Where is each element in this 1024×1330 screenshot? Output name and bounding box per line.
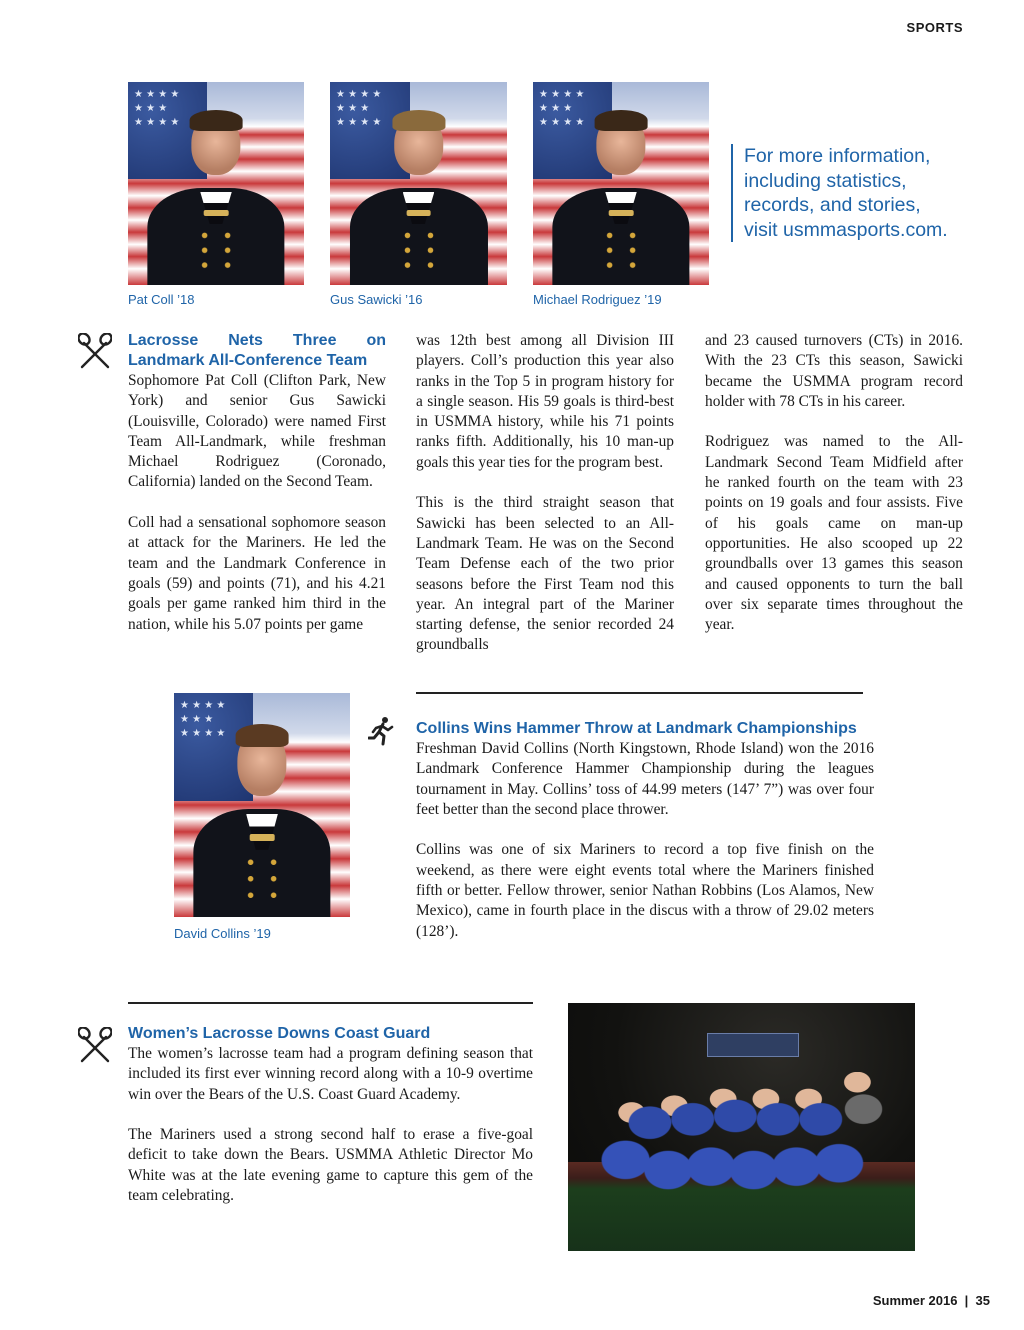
- portrait-david-collins: [174, 693, 350, 917]
- paragraph: and 23 caused turnovers (CTs) in 2016. With the 23 CTs this season, Sawicki became the USMMA program record holder with 78 CTs in his career.: [705, 332, 963, 410]
- uniform-buttons: [598, 228, 644, 273]
- caption-david-collins: David Collins ’19: [174, 926, 271, 941]
- hair: [236, 724, 289, 746]
- more-info-callout: For more information, including statistics, records, and stories, visit usmmasports.com.: [731, 144, 954, 242]
- uniform-buttons: [193, 228, 239, 273]
- divider-rule: [128, 1002, 533, 1004]
- hair: [392, 110, 445, 130]
- paragraph: The women’s lacrosse team had a program defining season that included its first ever winning record along with a 10-9 overtime win over the Bears of the U.S. Coast Guard Academy.: [128, 1045, 533, 1103]
- team-players: [589, 1072, 894, 1241]
- paragraph: This is the third straight season that Sawicki has been selected to an All-Landmark Team. He was on the Second Team Defense each of the two prior seasons before the First Team nod this year. An integral part of the Mariner starting defense, the senior recorded 24 groundballs: [416, 494, 674, 654]
- headline-hammer-throw: Collins Wins Hammer Throw at Landmark Championships: [416, 720, 857, 737]
- caption-pat-coll: Pat Coll ’18: [128, 292, 195, 307]
- portrait-gus-sawicki: [330, 82, 507, 285]
- caption-gus-sawicki: Gus Sawicki ’16: [330, 292, 423, 307]
- lacrosse-sticks-icon: [78, 333, 112, 369]
- section-label: SPORTS: [906, 20, 963, 35]
- insignia-pin: [609, 210, 634, 216]
- uniform-buttons: [239, 854, 285, 903]
- article-lacrosse-col3: [705, 331, 963, 656]
- insignia-pin: [406, 210, 431, 216]
- runner-icon: [368, 716, 394, 746]
- scoreboard: [707, 1033, 799, 1057]
- insignia-pin: [250, 834, 275, 841]
- headline-womens-lacrosse: Women’s Lacrosse Downs Coast Guard: [128, 1025, 431, 1042]
- hair: [595, 110, 648, 130]
- portrait-michael-rodriguez: [533, 82, 709, 285]
- paragraph: Freshman David Collins (North Kingstown, Rhode Island) won the 2016 Landmark Conference Hammer Championship during the leagues tournament in May. Collins’ toss of 44.99 meters (147’ 7”) was over four feet better than the second place thrower.: [416, 740, 874, 818]
- paragraph: was 12th best among all Division III players. Coll’s production this year also ranks in the Top 5 in program history for a single season. His 59 goals is third-best in USMMA history, while his 71 points ranks fifth. Additionally, his 10 man-up goals this year ties for the program best.: [416, 332, 674, 471]
- article-lacrosse-col1: [128, 331, 386, 655]
- lacrosse-sticks-icon: [78, 1027, 112, 1063]
- uniform-buttons: [395, 228, 441, 273]
- paragraph: Coll had a sensational sophomore season at attack for the Mariners. He led the team and the Landmark Conference in goals (59) and points (71), and his 4.21 goals per game ranked him third in the nation, while his 5.07 points per game: [128, 514, 386, 633]
- insignia-pin: [204, 210, 229, 216]
- paragraph: The Mariners used a strong second half to erase a five-goal deficit to take down the Bears. USMMA Athletic Director Mo White was at the late evening game to capture this gem of the team celebrating.: [128, 1126, 533, 1205]
- caption-michael-rodriguez: Michael Rodriguez ’19: [533, 292, 662, 307]
- page-footer: Summer 2016 | 35: [872, 1293, 990, 1308]
- article-lacrosse-col2: [416, 331, 674, 676]
- paragraph: Collins was one of six Mariners to record a top five finish on the weekend, as there were eight events total where the Mariners finished fifth or better. Fellow thrower, senior Nathan Robbins (Los Alamos, New Mexico), came in fourth place in the discus with a throw of 29.02 meters (128’).: [416, 841, 874, 940]
- paragraph: Sophomore Pat Coll (Clifton Park, New York) and senior Gus Sawicki (Louisville, Colorado) were named First Team All-Landmark, while freshman Michael Rodriguez (Coronado, California) landed on the Second Team.: [128, 372, 386, 491]
- paragraph: Rodriguez was named to the All-Landmark Second Team Midfield after he ranked fourth on the team with 23 points on 19 goals and four assists. Five of his goals came on man-up opportunities. He also scooped up 22 groundballs over 13 games this season and caused opponents to turn the ball over six separate times throughout the year.: [705, 433, 963, 634]
- divider-rule: [416, 692, 863, 694]
- headline-lacrosse-all-conference: Lacrosse Nets Three on Landmark All-Conference Team: [128, 332, 386, 369]
- article-womens-lacrosse: [128, 1024, 533, 1227]
- team-celebration-photo: [568, 1003, 915, 1251]
- article-hammer-throw: [416, 719, 874, 962]
- hair: [190, 110, 243, 130]
- portrait-pat-coll: [128, 82, 304, 285]
